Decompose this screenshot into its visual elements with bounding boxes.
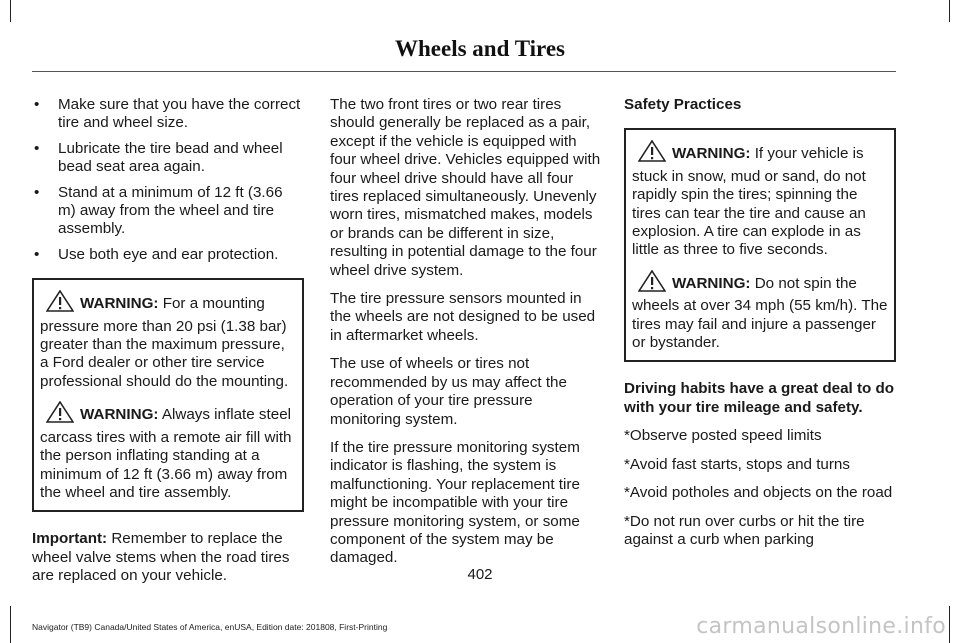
paragraph: If the tire pressure monitoring system indicator is flashing, the system is malfunctioning. Your replacement tire might be incompatible with your tire pressure monitoring system, or some component of the system may be damaged. bbox=[330, 438, 580, 567]
important-label: Important: bbox=[32, 530, 108, 548]
page-number: 402 bbox=[467, 566, 493, 583]
warning-box bbox=[624, 128, 896, 362]
crop-mark-bottom-left bbox=[10, 606, 11, 643]
column-3 bbox=[624, 96, 896, 559]
tip: *Observe posted speed limits bbox=[624, 427, 822, 445]
list-item: • Make sure that you have the correct tire and wheel size. bbox=[32, 96, 304, 133]
warning-triangle-icon bbox=[638, 140, 666, 167]
warning-label: WARNING: bbox=[672, 145, 751, 163]
footer-text: Navigator (TB9) Canada/United States of America, enUSA, Edition date: 201808, First-Printing bbox=[32, 622, 388, 632]
list-item: • Stand at a minimum of 12 ft (3.66 m) away from the wheel and tire assembly. bbox=[32, 184, 304, 239]
tip: *Avoid fast starts, stops and turns bbox=[624, 455, 850, 473]
header-rule bbox=[32, 71, 896, 72]
warning-item bbox=[632, 140, 888, 259]
tip: *Avoid potholes and objects on the road bbox=[624, 484, 893, 502]
warning-triangle-icon bbox=[638, 270, 666, 297]
important-text: Remember to replace the wheel valve stems when the road tires are replaced on your vehicle. bbox=[32, 530, 290, 585]
warning-text: Do not spin the wheels at over 34 mph (55 km/h). The tires may fail and injure a passenger or bystander. bbox=[632, 274, 888, 352]
warning-item bbox=[632, 270, 888, 353]
section-heading: Safety Practices bbox=[624, 96, 742, 113]
warning-text: Always inflate steel carcass tires with a remote air fill with the person inflating standing at a minimum of 12 ft (3.66 m) away from the wheel and tire assembly. bbox=[40, 406, 292, 501]
bullet-list bbox=[32, 96, 304, 264]
warning-label: WARNING: bbox=[80, 295, 159, 313]
paragraph: The two front tires or two rear tires should generally be replaced as a pair, except if the vehicle is equipped with four wheel drive. Vehicles equipped with four wheel drive should have all four tires replaced simultaneously. Unevenly worn tires, mismatched makes, models or brands can be different in size, resulting in potential damage to the four wheel drive system. bbox=[330, 96, 601, 279]
warning-text: If your vehicle is stuck in snow, mud or sand, do not rapidly spin the tires; spinning the tires can tear the tire and cause an explosion. A tire can explode in as little as three to five seconds. bbox=[632, 145, 866, 259]
warning-item bbox=[40, 290, 296, 391]
crop-mark-top-left bbox=[10, 0, 11, 22]
driving-habits-heading: Driving habits have a great deal to do with your tire mileage and safety. bbox=[624, 380, 895, 416]
column-2 bbox=[330, 96, 602, 578]
warning-label: WARNING: bbox=[672, 274, 751, 292]
warning-item bbox=[40, 401, 296, 502]
warning-triangle-icon bbox=[46, 290, 74, 317]
crop-mark-top-right bbox=[949, 0, 950, 22]
paragraph: The tire pressure sensors mounted in the wheels are not designed to be used in aftermarket wheels. bbox=[330, 290, 596, 344]
paragraph: The use of wheels or tires not recommended by us may affect the operation of your tire pressure monitoring system. bbox=[330, 355, 567, 428]
tip: *Do not run over curbs or hit the tire against a curb when parking bbox=[624, 512, 865, 548]
warning-label: WARNING: bbox=[80, 406, 159, 424]
warning-triangle-icon bbox=[46, 401, 74, 428]
page-title: Wheels and Tires bbox=[395, 36, 565, 61]
warning-box bbox=[32, 278, 304, 512]
list-item: • Use both eye and ear protection. bbox=[32, 246, 304, 264]
warning-text: For a mounting pressure more than 20 psi (1.38 bar) greater than the maximum pressure, a Ford dealer or other tire service professional should do the mounting. bbox=[40, 295, 289, 390]
list-item: • Lubricate the tire bead and wheel bead seat area again. bbox=[32, 140, 304, 177]
watermark: carmanualsonline.info bbox=[696, 614, 946, 639]
crop-mark-bottom-right bbox=[949, 606, 950, 643]
column-1 bbox=[32, 96, 304, 596]
